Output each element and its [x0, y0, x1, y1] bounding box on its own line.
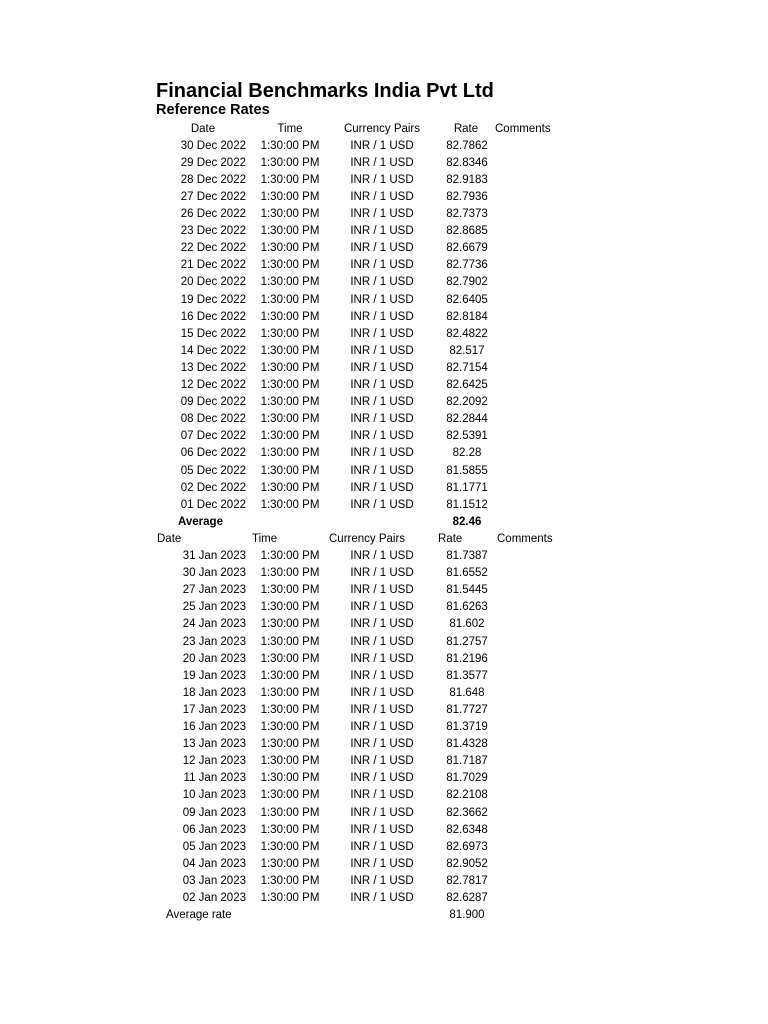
rate-cell: 82.7736 — [446, 259, 488, 272]
date-cell: 27 Dec 2022 — [180, 190, 246, 203]
date-cell: 26 Dec 2022 — [180, 208, 246, 220]
table-row — [0, 856, 768, 873]
rate-cell: 81.3719 — [446, 721, 488, 733]
currency-pair-cell: INR / 1 USD — [350, 618, 414, 631]
table-row — [0, 634, 768, 651]
rate-cell: 81.7387 — [446, 550, 488, 562]
table-row — [0, 736, 768, 753]
table-row — [0, 206, 768, 223]
date-cell: 20 Dec 2022 — [180, 276, 246, 289]
currency-pair-cell: INR / 1 USD — [350, 601, 414, 614]
time-cell: 1:30:00 PM — [260, 173, 320, 186]
date-cell: 04 Jan 2023 — [182, 857, 246, 870]
table-row — [0, 223, 768, 240]
time-cell: 1:30:00 PM — [260, 635, 320, 648]
date-cell: 17 Jan 2023 — [182, 703, 246, 716]
time-cell: 1:30:00 PM — [260, 703, 320, 716]
currency-pair-cell: INR / 1 USD — [350, 652, 414, 665]
rate-cell: 82.517 — [449, 344, 485, 357]
time-cell: 1:30:00 PM — [260, 464, 320, 477]
time-cell: 1:30:00 PM — [260, 550, 320, 562]
date-cell: 21 Dec 2022 — [180, 259, 246, 272]
table-row — [0, 309, 768, 326]
table-row — [0, 582, 768, 599]
rate-cell: 81.6263 — [446, 601, 488, 614]
rate-cell: 82.5391 — [446, 430, 488, 443]
rate-cell: 82.6973 — [446, 840, 488, 853]
time-cell: 1:30:00 PM — [260, 139, 320, 152]
date-cell: 14 Dec 2022 — [180, 344, 246, 357]
table-row — [0, 480, 768, 497]
currency-pair-cell: INR / 1 USD — [350, 738, 414, 751]
table-row — [0, 360, 768, 377]
currency-pair-cell: INR / 1 USD — [350, 310, 414, 323]
date-cell: 27 Jan 2023 — [182, 584, 246, 597]
time-cell: 1:30:00 PM — [260, 344, 320, 357]
time-cell: 1:30:00 PM — [260, 584, 320, 597]
column-header-rate: Rate — [438, 532, 463, 545]
table-row — [0, 787, 768, 804]
table-row — [0, 343, 768, 360]
time-cell: 1:30:00 PM — [260, 498, 320, 511]
table-row — [0, 548, 768, 565]
time-cell: 1:30:00 PM — [260, 686, 320, 699]
currency-pair-cell: INR / 1 USD — [350, 584, 414, 597]
currency-pair-cell: INR / 1 USD — [350, 190, 414, 203]
table-row — [0, 685, 768, 702]
currency-pair-cell: INR / 1 USD — [350, 857, 414, 870]
table-row — [0, 292, 768, 309]
time-cell: 1:30:00 PM — [260, 772, 320, 785]
section1-header-row — [0, 121, 768, 138]
currency-pair-cell: INR / 1 USD — [350, 669, 414, 682]
currency-pair-cell: INR / 1 USD — [350, 892, 414, 904]
time-cell: 1:30:00 PM — [260, 447, 320, 460]
currency-pair-cell: INR / 1 USD — [350, 396, 414, 409]
rate-cell: 82.9183 — [446, 173, 488, 186]
date-cell: 30 Jan 2023 — [182, 567, 246, 580]
rate-cell: 81.7727 — [446, 703, 488, 716]
time-cell: 1:30:00 PM — [260, 327, 320, 340]
time-cell: 1:30:00 PM — [260, 857, 320, 870]
time-cell: 1:30:00 PM — [260, 481, 320, 494]
rate-cell: 81.1512 — [446, 498, 488, 511]
time-cell: 1:30:00 PM — [260, 721, 320, 733]
currency-pair-cell: INR / 1 USD — [350, 635, 414, 648]
rate-cell: 82.7373 — [446, 208, 488, 220]
date-cell: 19 Dec 2022 — [180, 293, 246, 306]
time-cell: 1:30:00 PM — [260, 259, 320, 272]
rate-cell: 82.7862 — [446, 139, 488, 152]
table-row — [0, 411, 768, 428]
date-cell: 07 Dec 2022 — [180, 430, 246, 443]
column-header-currency-pairs: Currency Pairs — [343, 122, 421, 135]
time-cell: 1:30:00 PM — [260, 892, 320, 904]
currency-pair-cell: INR / 1 USD — [350, 139, 414, 152]
date-cell: 12 Dec 2022 — [180, 379, 246, 391]
time-cell: 1:30:00 PM — [260, 190, 320, 203]
time-cell: 1:30:00 PM — [260, 208, 320, 220]
rate-cell: 82.6348 — [446, 823, 488, 836]
rate-cell: 82.2844 — [446, 413, 488, 426]
date-cell: 29 Dec 2022 — [180, 156, 246, 169]
currency-pair-cell: INR / 1 USD — [350, 874, 414, 887]
time-cell: 1:30:00 PM — [260, 823, 320, 836]
column-header-time: Time — [277, 122, 303, 135]
date-cell: 13 Dec 2022 — [180, 361, 246, 374]
table-row — [0, 822, 768, 839]
currency-pair-cell: INR / 1 USD — [350, 755, 414, 768]
page-title: Financial Benchmarks India Pvt Ltd — [156, 80, 494, 102]
time-cell: 1:30:00 PM — [260, 379, 320, 391]
column-header-time: Time — [252, 532, 278, 545]
rate-cell: 82.8346 — [446, 156, 488, 169]
rate-cell: 81.3577 — [446, 669, 488, 682]
date-cell: 15 Dec 2022 — [180, 327, 246, 340]
date-cell: 01 Dec 2022 — [180, 498, 246, 511]
date-cell: 08 Dec 2022 — [180, 413, 246, 426]
time-cell: 1:30:00 PM — [260, 806, 320, 819]
average-label: Average rate — [166, 909, 232, 922]
time-cell: 1:30:00 PM — [260, 874, 320, 887]
currency-pair-cell: INR / 1 USD — [350, 498, 414, 511]
currency-pair-cell: INR / 1 USD — [350, 721, 414, 733]
currency-pair-cell: INR / 1 USD — [350, 293, 414, 306]
rate-cell: 81.5445 — [446, 584, 488, 597]
table-row — [0, 770, 768, 787]
date-cell: 05 Dec 2022 — [180, 464, 246, 477]
currency-pair-cell: INR / 1 USD — [350, 789, 414, 802]
currency-pair-cell: INR / 1 USD — [350, 703, 414, 716]
date-cell: 20 Jan 2023 — [182, 652, 246, 665]
currency-pair-cell: INR / 1 USD — [350, 806, 414, 819]
table-row — [0, 394, 768, 411]
rate-cell: 82.9052 — [446, 857, 488, 870]
table-row — [0, 668, 768, 685]
rate-cell: 82.28 — [452, 447, 482, 460]
rate-cell: 82.6405 — [446, 293, 488, 306]
time-cell: 1:30:00 PM — [260, 276, 320, 289]
date-cell: 22 Dec 2022 — [180, 242, 246, 255]
currency-pair-cell: INR / 1 USD — [350, 550, 414, 562]
table-row — [0, 839, 768, 856]
time-cell: 1:30:00 PM — [260, 361, 320, 374]
currency-pair-cell: INR / 1 USD — [350, 225, 414, 238]
rate-cell: 82.7154 — [446, 361, 488, 374]
rate-cell: 82.7936 — [446, 190, 488, 203]
currency-pair-cell: INR / 1 USD — [350, 379, 414, 391]
rate-cell: 81.5855 — [446, 464, 488, 477]
date-cell: 23 Jan 2023 — [182, 635, 246, 648]
date-cell: 28 Dec 2022 — [180, 173, 246, 186]
table-row — [0, 326, 768, 343]
table-row — [0, 873, 768, 890]
currency-pair-cell: INR / 1 USD — [350, 242, 414, 255]
date-cell: 30 Dec 2022 — [180, 139, 246, 152]
date-cell: 11 Jan 2023 — [183, 772, 246, 785]
rate-cell: 82.6425 — [446, 379, 488, 391]
date-cell: 24 Jan 2023 — [182, 618, 246, 631]
time-cell: 1:30:00 PM — [260, 755, 320, 768]
rate-cell: 81.4328 — [446, 738, 488, 751]
rate-cell: 81.1771 — [446, 481, 488, 494]
currency-pair-cell: INR / 1 USD — [350, 327, 414, 340]
page-subtitle: Reference Rates — [156, 102, 270, 118]
date-cell: 23 Dec 2022 — [180, 225, 246, 238]
table-row — [0, 172, 768, 189]
rate-cell: 81.7187 — [446, 755, 488, 768]
rate-cell: 81.2757 — [446, 635, 488, 648]
date-cell: 05 Jan 2023 — [182, 840, 246, 853]
time-cell: 1:30:00 PM — [260, 738, 320, 751]
time-cell: 1:30:00 PM — [260, 430, 320, 443]
date-cell: 25 Jan 2023 — [182, 601, 246, 614]
currency-pair-cell: INR / 1 USD — [350, 276, 414, 289]
table-row — [0, 497, 768, 514]
rate-cell: 82.7817 — [446, 874, 488, 887]
column-header-rate: Rate — [453, 122, 479, 135]
currency-pair-cell: INR / 1 USD — [350, 772, 414, 785]
time-cell: 1:30:00 PM — [260, 225, 320, 238]
date-cell: 16 Dec 2022 — [180, 310, 246, 323]
column-header-date: Date — [190, 122, 216, 135]
rate-cell: 82.2092 — [446, 396, 488, 409]
currency-pair-cell: INR / 1 USD — [350, 173, 414, 186]
column-header-date: Date — [157, 532, 182, 545]
date-cell: 06 Jan 2023 — [182, 823, 246, 836]
rate-cell: 82.3662 — [446, 806, 488, 819]
time-cell: 1:30:00 PM — [260, 242, 320, 255]
table-row — [0, 274, 768, 291]
currency-pair-cell: INR / 1 USD — [350, 481, 414, 494]
date-cell: 13 Jan 2023 — [182, 738, 246, 751]
column-header-currency-pairs: Currency Pairs — [329, 532, 406, 545]
column-header-comments: Comments — [495, 122, 551, 135]
table-row — [0, 463, 768, 480]
table-row — [0, 445, 768, 462]
time-cell: 1:30:00 PM — [260, 396, 320, 409]
table-row — [0, 890, 768, 907]
table-row — [0, 138, 768, 155]
rate-cell: 82.6679 — [446, 242, 488, 255]
table-row — [0, 702, 768, 719]
date-cell: 03 Jan 2023 — [182, 874, 246, 887]
table-row — [0, 189, 768, 206]
currency-pair-cell: INR / 1 USD — [350, 823, 414, 836]
currency-pair-cell: INR / 1 USD — [350, 447, 414, 460]
currency-pair-cell: INR / 1 USD — [350, 361, 414, 374]
date-cell: 19 Jan 2023 — [182, 669, 246, 682]
table-row — [0, 257, 768, 274]
section1-average-row — [0, 514, 768, 531]
time-cell: 1:30:00 PM — [260, 293, 320, 306]
average-value: 82.46 — [452, 515, 482, 528]
time-cell: 1:30:00 PM — [260, 618, 320, 631]
rate-cell: 82.2108 — [446, 789, 488, 802]
table-row — [0, 651, 768, 668]
table-row — [0, 155, 768, 172]
currency-pair-cell: INR / 1 USD — [350, 686, 414, 699]
date-cell: 09 Jan 2023 — [182, 806, 246, 819]
date-cell: 02 Jan 2023 — [182, 892, 246, 904]
currency-pair-cell: INR / 1 USD — [350, 464, 414, 477]
time-cell: 1:30:00 PM — [260, 601, 320, 614]
rate-cell: 82.7902 — [446, 276, 488, 289]
date-cell: 09 Dec 2022 — [180, 396, 246, 409]
time-cell: 1:30:00 PM — [260, 567, 320, 580]
date-cell: 18 Jan 2023 — [182, 686, 246, 699]
currency-pair-cell: INR / 1 USD — [350, 259, 414, 272]
table-row — [0, 599, 768, 616]
section2-average-row — [0, 907, 768, 924]
currency-pair-cell: INR / 1 USD — [350, 208, 414, 220]
currency-pair-cell: INR / 1 USD — [350, 430, 414, 443]
table-row — [0, 377, 768, 394]
time-cell: 1:30:00 PM — [260, 156, 320, 169]
time-cell: 1:30:00 PM — [260, 669, 320, 682]
column-header-comments: Comments — [497, 532, 553, 545]
rate-cell: 82.8685 — [446, 225, 488, 238]
average-value: 81.900 — [449, 909, 485, 922]
currency-pair-cell: INR / 1 USD — [350, 344, 414, 357]
table-row — [0, 616, 768, 633]
rate-cell: 81.2196 — [446, 652, 488, 665]
rate-cell: 81.6552 — [446, 567, 488, 580]
time-cell: 1:30:00 PM — [260, 652, 320, 665]
time-cell: 1:30:00 PM — [260, 789, 320, 802]
time-cell: 1:30:00 PM — [260, 310, 320, 323]
time-cell: 1:30:00 PM — [260, 413, 320, 426]
date-cell: 12 Jan 2023 — [182, 755, 246, 768]
date-cell: 31 Jan 2023 — [182, 550, 246, 562]
rate-cell: 82.4822 — [446, 327, 488, 340]
rate-cell: 82.6287 — [446, 892, 488, 904]
time-cell: 1:30:00 PM — [260, 840, 320, 853]
rate-cell: 82.8184 — [446, 310, 488, 323]
date-cell: 10 Jan 2023 — [182, 789, 246, 802]
table-row — [0, 753, 768, 770]
date-cell: 02 Dec 2022 — [180, 481, 246, 494]
table-row — [0, 565, 768, 582]
average-label: Average — [178, 515, 223, 528]
rate-cell: 81.7029 — [446, 772, 488, 785]
currency-pair-cell: INR / 1 USD — [350, 413, 414, 426]
currency-pair-cell: INR / 1 USD — [350, 156, 414, 169]
currency-pair-cell: INR / 1 USD — [350, 567, 414, 580]
currency-pair-cell: INR / 1 USD — [350, 840, 414, 853]
table-row — [0, 719, 768, 736]
date-cell: 16 Jan 2023 — [182, 721, 246, 733]
table-row — [0, 805, 768, 822]
date-cell: 06 Dec 2022 — [180, 447, 246, 460]
table-row — [0, 240, 768, 257]
section2-header-row — [0, 531, 768, 548]
rate-cell: 81.648 — [449, 686, 485, 699]
table-row — [0, 428, 768, 445]
rate-cell: 81.602 — [449, 618, 485, 631]
